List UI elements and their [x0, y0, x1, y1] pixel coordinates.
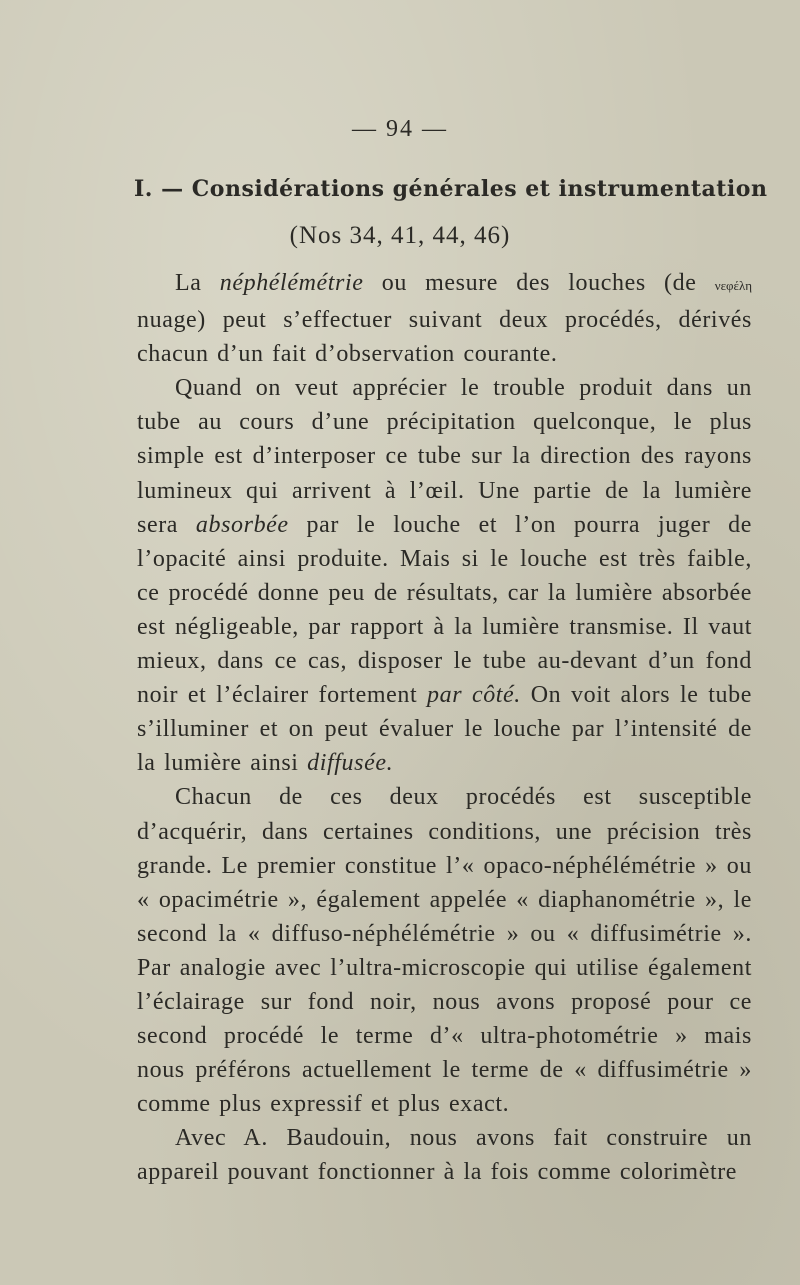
paragraph: [137, 266, 752, 371]
italic-term: diffusée.: [307, 750, 394, 777]
paragraph: [137, 1121, 752, 1189]
text-run: La: [175, 270, 220, 296]
text-run: par le louche et l’on pourra juger de l’opacité ainsi produite. Mais si le louche est très faible, ce procédé donne peu de résultats, car la lumière absorbée est négligeable, par rapport à la lumière transmise. Il vaut mieux, dans ce cas, disposer le tube au-devant d’un fond noir et l’éclairer fortement: [137, 511, 752, 709]
section-references: (Nos 34, 41, 44, 46): [289, 222, 511, 249]
text-run: Chacun de ces deux procédés est susceptible d’acquérir, dans certaines conditions, une précision très grande. Le premier constitue l’« opaco-néphélémétrie » ou « opacimétrie », également appelée « diaphanométrie », le second la « diffuso-néphélémétrie » ou « diffusimétrie ». Par analogie avec l’ultra-microscopie qui utilise également l’éclairage sur fond noir, nous avons proposé pour ce second procédé le terme d’« ultra-photométrie » mais nous préférons actuellement le terme de « diffusimétrie » comme plus expressif et plus exact.: [137, 784, 752, 1118]
text-run: On voit alors le tube s’illuminer et on peut évaluer le louche par l’intensité de la lumière ainsi: [137, 682, 753, 777]
paragraph: [137, 780, 752, 1121]
italic-term: néphélémétrie: [219, 270, 364, 296]
text-run: nuage) peut s’effectuer suivant deux procédés, dérivés chacun d’un fait d’observation courante.: [137, 307, 752, 368]
section-heading: I. — Considérations générales et instrumentation: [134, 176, 768, 202]
italic-term: absorbée: [195, 511, 289, 538]
body-text: [137, 266, 752, 1190]
text-run: Avec A. Baudouin, nous avons fait construire un appareil pouvant fonctionner à la fois comme colorimètre: [137, 1125, 752, 1186]
text-run: ou mesure des louches (de: [363, 270, 715, 296]
paragraph: [137, 371, 752, 780]
greek-word: νεφέλη: [714, 278, 752, 293]
text-run: Quand on veut apprécier le trouble produit dans un tube au cours d’une précipitation quelconque, le plus simple est d’interposer ce tube sur la direction des rayons lumineux qui arrivent à l’œil. Une partie de la lumière sera: [137, 375, 752, 538]
italic-term: par côté.: [427, 682, 521, 709]
page-number: — 94 —: [352, 116, 448, 142]
